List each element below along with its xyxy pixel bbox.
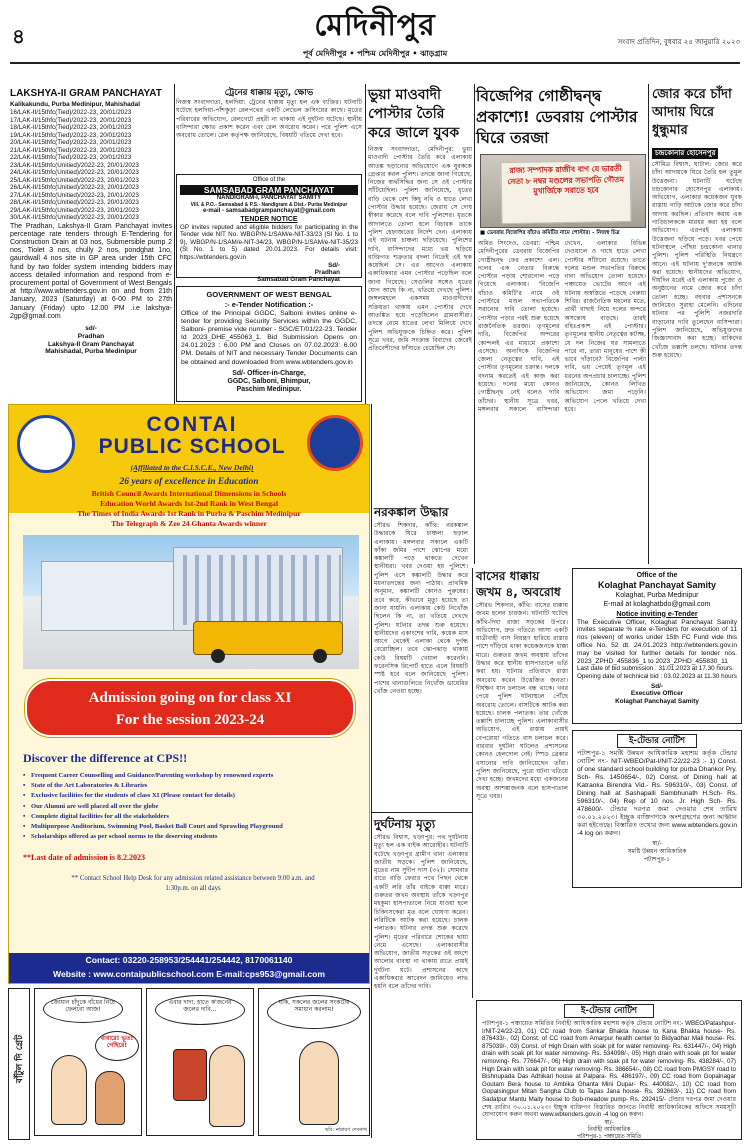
etender-ad <box>476 1000 742 1140</box>
speech-bubble: জোয়ান চাঁদুকে বাঁধের নিচে ফেলবো আজ! <box>43 995 123 1023</box>
headline: দুর্ঘটনায় মৃত্যু <box>374 817 436 831</box>
list-item: 20/LAK-II/15thfc(Tied)/2022-23, 20/01/2023 <box>10 139 132 146</box>
article-body: সৌরভ শিকদার, কাঁথি: বাসের ধাক্কায় জখম হলেন চারজন। ঘটনাটি ঘটেছে কাঁথি-দিঘা রাজ্য সড়কের উপরে। অভিযোগ, দ্রুত গতিতে আসা একটি যাত্রীবাহী বাস নিয়ন্ত্রণ হারিয়ে রাস্তার পাশে দাঁড়িয়ে থাকা কয়েকজনকে ধাক্কা মারে। গুরুতর জখম অবস্থায় তাঁদের উদ্ধার করে স্থানীয় হাসপাতালে ভর্তি করা হয়। ঘটনার প্রতিবাদে রাস্তা অবরোধ করেন উত্তেজিত জনতা। দীর্ঘক্ষণ যান চলাচল বন্ধ থাকে। খবর পেয়ে পুলিশ ঘটনাস্থলে পৌঁছে অবরোধ তোলে। বাসটিকে আটক করা হয়েছে। চালক পলাতক। তার খোঁজে তল্লাশি চালাচ্ছে পুলিশ। এলাকাবাসীর অভিযোগ, এই রাস্তায় প্রায়ই বেপরোয়া গতিতে বাস চলাচল করে। বারবার দুর্ঘটনা ঘটলেও প্রশাসনের কোনও হেলদোল নেই। স্পিড ব্রেকার বসানোর দাবি জানিয়েছেন তাঁরা। পুলিশ জানিয়েছে, পুরো ঘটনা খতিয়ে দেখা হচ্ছে। জখমদের মধ্যে একজনের অবস্থা আশঙ্কাজনক বলে হাসপাতাল সূত্রে খবর। <box>476 602 568 800</box>
list-item: 26/LAK-II/15thfc(Unitied)/2022-23, 20/01/2023 <box>10 184 139 191</box>
ad-sign: Samsabad Gram Panchayat <box>257 276 340 284</box>
poster-sheet <box>500 160 631 224</box>
admission-banner <box>25 679 355 737</box>
column-divider <box>472 568 473 998</box>
cartoon-panel <box>34 988 142 1136</box>
column-divider <box>371 404 372 1138</box>
lakshya-body: The Pradhan, Lakshya-II Gram Panchayat invites percentage rate tenders through E-Tendering for Construction Drain at 03 nos, Submersible pump 2 nos, Tiolet 3 nos, chully 2 nos, pondghat 1no, gaurdwall 4 nos site in GP area under 15th CFC fund by two folder system intending bidders may access detailed information and respond from e-procurement portal of Government of West Bengals at http://www.wbtenders.gov.in on and from 21th January, 2023 (Saturday) at 6-00 PM to 27th January (Friday) upto 12.00 PM .i.e lakshya-2gp@gmail.com <box>10 222 172 320</box>
speech-bubble: যাক, সকলের জলের সংকটের সমাধান করলাম! <box>267 995 361 1029</box>
ad-sign: Sd/- Officer-in-Charge, <box>232 369 306 377</box>
section-divider <box>372 812 472 813</box>
kolaghat-ad <box>572 568 742 724</box>
ad-sign: Sd/- <box>328 261 340 269</box>
discover-heading: Discover the difference at CPS!! <box>23 751 188 765</box>
ad-sign: পটাশপুর-১ পঞ্চায়েত সমিতি <box>576 1133 642 1140</box>
feature-list <box>23 771 363 842</box>
ad-title: SAMSABAD GRAM PANCHAYAT <box>180 185 358 195</box>
ad-sign: সমষ্টি উন্নয়ন আধিকারিক <box>627 847 687 855</box>
strip-title: বাঁটুল দি গ্রেট <box>15 1034 25 1084</box>
bus-story <box>476 568 568 998</box>
list-item: 21/LAK-II/15thfc(Tied)/2022-23, 20/01/2023 <box>10 146 132 154</box>
list-item: 29/LAK-II/15thfc(Unitied)/2022-23, 20/01/2023 <box>10 206 139 214</box>
ad-title: GOVERNMENT OF WEST BENGAL <box>206 290 332 299</box>
ad-body: পটাশপুর-১ পঞ্চায়েত সমিতির নির্বাহী আধিকারিক মহাশয় কর্তৃক টেন্ডার নোটিশ নং:- WBEO/Patashpur-I/NIT-24/22-23, 01) CC road from Sankar Bhakta house to Kana Bhakta house- Rs. 876433/-, 02) Const. of CC road from Amarpur health center to Bidyadhar Mali house- Rs. 875039/-, 03) Const. of High Drain with soak pit for water removing- Rs. 631447/-, 04) High drain with soak pit for water removing- Rs. 534098/-, 05) High drain with soak pit for water removing- Rs. 776647/-, 06) High drain with soak pit for water removing- Rs. 438284/-, 07) High Drain with soak pit for water removing- Rs. 386654/-, 08) CC road from PMGSY road to Bishnupada Das Adhikari house at Palpara- Rs. 486197/-, 09) CC road from Gopalnagar Goutam Bera house to Ambika Ghanta Mini Dupar- Rs. 440082/-, 10) CC road from Gopalsingpur Mitan Sangha Club to Tapas Jana house- Rs. 392663/-, 11) CC road from Sadatpur Mantu Maity house to Sub-meadow pump- Rs. 292415/- টেন্ডার দরপত্র জমা দেওয়ার শেষ তারিখ ৩০.০১.২০২৩। ইচ্ছুক ব্যক্তিগণ বিস্তারিত জানতে নির্বাহী আধিকারিকের অফিসে সময়সূচী যোগাযোগ করুন অথবা www.wbtenders.gov.in -4 log on করুন। <box>482 1020 736 1119</box>
list-item: 19/LAK-II/15thfc(Tied)/2022-23, 20/01/2023 <box>10 131 132 139</box>
cartoon-figure <box>51 1055 87 1125</box>
admission-text: Admission going on for class XI <box>88 690 292 706</box>
bus-wheel <box>313 649 327 663</box>
cps-years: 26 years of excellence in Education <box>119 477 259 487</box>
notice-label: ই-টেন্ডার নোটিশ <box>564 1004 654 1018</box>
list-item: ▪ Scholarships offered as per school norms to the deserving students <box>23 832 363 842</box>
lakshya-title: LAKSHYA-II GRAM PANCHAYAT <box>10 88 162 99</box>
ad-subtitle: NANDIGRAM-I, PANCHAYAT SAMITY <box>216 194 322 201</box>
ad-sign: Executive Officer <box>630 690 684 698</box>
gowb-ad <box>176 286 362 402</box>
ad-body: GP invites reputed and eligible bidders for participating in the Tender vide NIT No. WBGP/N-1/SAM/e-NIT-33/23 (Sl No. 1 to 9), WBGP/N-1/SAM/e-NIT-34/23, WBGP/N-1/SAM/e-NIT-35/23 (Sl No. 1 to 5) dated 20.01.2023. For details visit: https://wbtenders.gov.in <box>180 223 358 261</box>
building-windows <box>175 555 341 625</box>
cps-affiliation: (Affiliated to the C.I.S.C.E., New Delhi) <box>130 463 254 472</box>
cps-logo-right <box>307 415 363 471</box>
ad-date: Last date of bid submission : 31.01.2023 at 17.30 hours. <box>577 665 734 673</box>
list-item: ▪ Frequent Career Counselling and Guidance/Parenting workshop by renowned experts <box>23 771 363 781</box>
strip-title-bar <box>8 988 30 1140</box>
cps-award: The Telegraph & Zee 24 Ghanta Awards winner <box>111 519 267 528</box>
samsabad-ad <box>176 174 362 284</box>
article-body: নিজস্ব সংবাদদাতা, মেদিনীপুর: ভুয়া মাওবাদী পোস্টার তৈরি করে এলাকায় আতঙ্ক ছড়ানোর অভিযোগে এক যুবককে গ্রেপ্তার করল পুলিশ। তদন্তে জানা গিয়েছে, নিজের স্বার্থসিদ্ধির জন্য সে ওই পোস্টার সাঁটিয়েছিল। পুলিশ জানিয়েছে, ধৃতের বাড়ি থেকে বেশ কিছু নথি ও হাতে লেখা পোস্টার উদ্ধার হয়েছে। জেরায় সে দোষ স্বীকার করেছে বলে দাবি পুলিশের। ধৃতকে আদালতে তোলা হলে বিচারক তাকে পুলিশ হেফাজতের নির্দেশ দেন। এলাকায় এই ঘটনায় চাঞ্চল্য ছড়িয়েছে। পুলিশের দাবি, বাসিন্দাদের মধ্যে ভয় ছড়িয়ে ব্যক্তিগত শত্রুতার বদলা নিতেই এই ছক কষেছিল সে। এর আগেও এলাকায় একাধিকবার এমন পোস্টার পড়েছিল বলে জানা গিয়েছে। সেগুলির সঙ্গেও ধৃতের যোগ আছে কি না, খতিয়ে দেখছে পুলিশ। জঙ্গলমহলে একসময় মাওবাদীদের সক্রিয়তা থাকায় এমন পোস্টার দেখে আতঙ্কিত হয়ে পড়েছিলেন গ্রামবাসীরা। তদন্তে নেমে হাতের লেখা মিলিয়ে দেখে পুলিশ অভিযুক্তকে চিহ্নিত করে। পুলিশ সূত্রে খবর, জমি সংক্রান্ত বিবাদের জেরেই প্রতিবেশীদের ফাঁসাতে চেয়েছিল সে। <box>368 146 472 353</box>
masthead-title: মেদিনীপুর <box>314 8 436 43</box>
cps-name: CONTAI <box>146 413 238 436</box>
lakshya-sign: sd/- <box>85 324 97 332</box>
ad-sign: স্বা/- <box>652 840 662 847</box>
cartoon-strip <box>8 988 370 1140</box>
train-story <box>176 88 362 170</box>
ad-date: Opening date of technical bid : 03.02.2023 at 11.30 hours <box>577 672 737 680</box>
lakshya-notice-list <box>10 109 172 222</box>
cps-name: PUBLIC SCHOOL <box>98 435 286 458</box>
column-divider <box>174 84 175 404</box>
list-item: 27/LAK-II/15thfc(Unitied)/2022-23, 20/01/2023 <box>10 191 139 199</box>
notice-label: :- e-Tender Notification :- <box>224 300 314 309</box>
cps-logo-left <box>17 415 75 473</box>
ad-sign: GGDC, Salboni, Bhimpur, <box>227 377 311 385</box>
column-divider <box>648 84 649 564</box>
list-item: ▪ Complete digital facilities for all the stakeholders <box>23 812 363 822</box>
masthead <box>0 0 750 62</box>
cartoon-figure <box>95 1071 125 1125</box>
chanda-story <box>652 86 742 566</box>
column-divider <box>474 84 475 564</box>
ad-body: পটাশপুর-১ সমষ্টি উন্নয়ন আধিকারিক মহাশয় কর্তৃক টেন্ডার নোটিশ নং:- NIT-WBEO/Pat-I/NIT-22/22-23 :- 1) Const. of one standard school building for purba Dhankor Pry. Sch- Rs. 1450654/-, 02) Const. of Dining hall at Katranka Birendra Vid.- Rs. 596310/-, 03) Const. of Dining hall at Sashapalli Sambhunath H.Sch- Rs. 596310/-, 04) Rep of 10 nos. Jr. High Sch- Rs. 478600/- টেন্ডার দরপত্র জমা দেওয়ার শেষ তারিখ ৩০.০১.২০২৩। ইচ্ছুক ব্যক্তিগণকে অংশগ্রহণের জন্য আহ্বান করা হইতেছে। বিস্তারিত তথ্যের জন্য www.wbtenders.gov.in -4 log on করুন। <box>577 750 737 837</box>
headline: বিজেপির গোষ্ঠীদ্বন্দ্ব প্রকাশ্যে! ডেবরায় পোস্টার ঘিরে তরজা <box>476 87 638 147</box>
date-line: সংবাদ প্রতিদিন, বুধবার ২৫ জানুয়ারি ২০২৩ <box>617 38 740 46</box>
contact-line: Contact: 03220-258953/254441/254442, 8170061140 <box>85 955 293 965</box>
article-body: অমিত সিংদেও, ডেবরা: পশ্চিম মেদিনীপুরের ডেবরায় বিজেপির গোষ্ঠীদ্বন্দ্ব ফের প্রকাশ্যে এল। দলের এক নেতার বিরুদ্ধে পোস্টার পড়ায় শোরগোল পড়ে গিয়েছে এলাকায়। 'বিজেপি বাঁচাও কমিটি'র নামে ওই পোস্টারে মণ্ডল সভাপতিকে সরানোর দাবি তোলা হয়েছে। পোস্টার পড়ার পরই শুরু হয়েছে রাজনৈতিক তরজা। তৃণমূলের দাবি, বিজেপির অন্দরের কোন্দলই এর মাধ্যমে প্রকাশ্যে এসেছে। অন্যদিকে বিজেপির জেলা নেতৃত্বের দাবি, এই পোস্টার তৃণমূলের চক্রান্ত। দলকে বদনাম করতেই এই কাজ করা হয়েছে। দলের মধ্যে কোনও গোষ্ঠীদ্বন্দ্ব নেই বলেও দাবি তাঁদের। স্থানীয় সূত্রে খবর, মঙ্গলবার সকালে বাসিন্দারা দেখেন, এলাকার বিভিন্ন দেওয়ালে ও গাছে হাতে লেখা পোস্টার সাঁটানো রয়েছে। তাতে দলের মণ্ডল সভাপতির বিরুদ্ধে নানা অভিযোগ তোলা হয়েছে। পঞ্চায়েত ভোটের আগে এই ঘটনায় অস্বস্তিতে পড়েছে গেরুয়া শিবির। রাজনৈতিক মহলের মতে, প্রার্থী বাছাই নিয়ে দলের অন্দরে অসন্তোষ বাড়ছে। তারই বহিঃপ্রকাশ এই পোস্টার। তৃণমূলের স্থানীয় নেতৃত্বের কটাক্ষ, যে দল নিজের ঘর সামলাতে পারে না, তারা মানুষের পাশে কী ভাবে দাঁড়াবে? বিজেপির পাল্টা দাবি, ভয় পেয়েই তৃণমূল এই ধরনের অপপ্রচার চালাচ্ছে। পুলিশ জানিয়েছে, কোনও লিখিত অভিযোগ জমা পড়েনি। অভিযোগ পেলে খতিয়ে দেখা হবে। <box>478 240 646 413</box>
lakshya-sign: Mahishadal, Purba Medinipur <box>45 348 137 356</box>
lakshya-sign: Pradhan <box>77 332 105 340</box>
list-item: 24/LAK-II/15thfc(Unitied)/2022-23, 20/01/2023 <box>10 169 139 176</box>
column-divider <box>365 84 366 404</box>
ad-body: The Executive Officer, Kolaghat Panchayat Samity invites separate % rate e-Tenders for execution of 11 nos (eleven) of works under 15th FC Fund vide this office No. 52 dt. 24.01.2023 http://wbtenders.gov.in may be visited for further details for tender nos. 2023_ZPHD_455836_1 to 2023_ZPHD_455830_11 <box>577 618 737 665</box>
list-item: 25/LAK-II/15thfc(Unitied)/2022-23, 20/01/2023 <box>10 176 139 184</box>
office-label: Office of the <box>636 572 678 579</box>
list-item: 16/LAK-II/15thfc(Tied)/2022-23, 20/01/2023 <box>10 109 132 116</box>
cartoon-credit: ছবি: নারায়ণ দেবনাথ <box>325 1127 367 1133</box>
list-item: 23/LAK-II/15thfc(Unitied)/2022-23, 20/01/2023 <box>10 161 139 169</box>
building <box>41 561 181 631</box>
cps-award: Education World Awards 1st-2nd Rank in West Bengal <box>100 499 278 508</box>
article-body: নিজস্ব সংবাদদাতা, হলদিয়া: ট্রেনের ধাক্কায় মৃত্যু হল এক ব্যক্তির। ঘটনাটি ঘটেছে হলদিয়া-পাঁশকুড়া রেলপথের একটি লেভেল ক্রসিংয়ের কাছে। মৃতের পরিবারের অভিযোগ, রেলগেটে প্রহরী না থাকায় এই দুর্ঘটনা ঘটেছে। স্থানীয় বাসিন্দারা ক্ষোভ প্রকাশ করেন এবং রেল অবরোধ করেন। পরে পুলিশ এসে অবরোধ তোলে। রেল কর্তৃপক্ষ জানিয়েছে, বিষয়টি খতিয়ে দেখা হবে। <box>176 99 362 140</box>
ad-email: e-mail - samsabadgrampanchayat@gmail.com <box>203 207 335 214</box>
ad-sign: পটাশপুর-১ <box>643 855 671 863</box>
ad-title: Kolaghat Panchayat Samity <box>597 579 717 590</box>
lakshya-subtitle: Kalikakundu, Purba Medinipur, Mahishadal <box>10 101 140 108</box>
cps-footer <box>9 953 369 983</box>
poster-text: রাজ্য সম্পাদক রাজীব বাগ যে ভারতী নেতা ৮ নম্বর মণ্ডলের সভাপতি গৌতম মুখার্জিকে সরাতে হবে <box>507 164 625 196</box>
list-item: 17/LAK-II/15thfc(Tied)/2022-23, 20/01/2023 <box>10 116 132 124</box>
headline: বাসের ধাক্কায় জখম ৪, অবরোধ <box>476 569 561 599</box>
page-number: ৪ <box>12 24 25 48</box>
bus-wheel <box>211 649 225 663</box>
patashpur-ad <box>572 730 742 888</box>
article-body: সৌরভ বিশ্বাস, খড়্গপুর: পথ দুর্ঘটনায় মৃত্যু হল এক বাইক আরোহীর। ঘটনাটি ঘটেছে খড়্গপুর গ্রামীণ থানা এলাকার জাতীয় সড়কে। পুলিশ জানিয়েছে, মৃতের নাম সুদীপ দাস (৩২)। সোমবার রাতে বাড়ি ফেরার পথে পিছন থেকে একটি লরি তাঁর বাইকে ধাক্কা মারে। গুরুতর জখম অবস্থায় তাঁকে খড়্গপুর মহকুমা হাসপাতালে নিয়ে যাওয়া হলে চিকিৎসকেরা মৃত বলে ঘোষণা করেন। লরিটিকে আটক করা হয়েছে। চালক পলাতক। ঘটনার তদন্ত শুরু করেছে পুলিশ। মৃতের পরিবারে শোকের ছায়া নেমে এসেছে। এলাকাবাসীর অভিযোগ, জাতীয় সড়কের ওই অংশে আলোর ব্যবস্থা না থাকায় রাতে প্রায়ই দুর্ঘটনা ঘটে। প্রশাসনের কাছে একাধিকবার আবেদন জানিয়েও লাভ হয়নি বলে তাঁদের দাবি। <box>374 834 468 991</box>
cartoon-panel <box>146 988 254 1136</box>
speech-bubble: বাবারে! ভূত! গেছিরে! <box>95 1031 139 1061</box>
headline: জোর করে চাঁদা আদায় ঘিরে ধুন্ধুমার <box>652 87 732 138</box>
ad-address: Kolaghat, Purba Medinipur <box>615 591 699 599</box>
list-item: 18/LAK-II/15thfc(Tied)/2022-23, 20/01/2023 <box>10 124 132 131</box>
admission-text: For the session 2023-24 <box>115 712 265 728</box>
maoist-story <box>368 86 472 384</box>
list-item: ▪ Multipurpose Auditorium, Swimming Pool, Basket Ball Court and Sprawling Playground <box>23 822 363 832</box>
list-item: 22/LAK-II/15thfc(Tied)/2022-23, 20/01/2023 <box>10 154 132 161</box>
narakankal-story <box>374 504 468 810</box>
list-item: 30/LAK-II/15thfc(Unitied)/2022-23, 20/01/2023 <box>10 214 139 221</box>
list-item: ▪ Exclusive facilities for the students of class XI (Please contact for details) <box>23 791 363 801</box>
ad-address: Vill. & P.O.- Samsabad & P.S.- Nandigram & Dist.- Purba Medinipur <box>190 201 348 208</box>
subnav: পূর্ব মেদিনীপুর • পশ্চিম মেদিনীপুর • ঝাড়গ্রাম <box>302 49 448 58</box>
ad-sign: Kolaghat Panchayat Samity <box>615 697 699 705</box>
notice-label: Notice inviting e-Tender <box>616 608 698 618</box>
last-date: **Last date of admission is 8.2.2023 <box>23 853 146 862</box>
helpdesk: ** Contact School Help Desk for any admission related assistance between 9:00 a.m. and <box>71 875 315 882</box>
helpdesk: 1:30p.m. on all days <box>165 885 221 892</box>
list-item: ▪ Our Alumni are well placed all over the globe <box>23 802 363 812</box>
campus-photo <box>23 535 359 669</box>
section-tag: চন্দ্রকোনার হোসেনপুর <box>652 148 718 159</box>
ad-sign: Pradhan <box>314 268 340 276</box>
notice-label: ই-টেন্ডার নোটিশ <box>617 734 697 748</box>
lakshya-ad <box>10 88 172 372</box>
photo-caption: ■ ডেবরায় বিজেপির বাঁচাও কমিটির নামে পোস্টার। - নিজস্ব চিত্র <box>480 230 620 236</box>
ad-sign: স্বা/- <box>604 1119 614 1126</box>
ad-sign: Sd/- <box>650 682 664 690</box>
headline: ভুয়া মাওবাদী পোস্টার তৈরি করে জালে যুবক <box>368 87 460 141</box>
notice-label: TENDER NOTICE <box>240 215 298 223</box>
bjp-poster-photo <box>480 154 646 228</box>
cartoon-figure <box>299 1041 339 1125</box>
website-line: Website : www.contaipublicschool.com E-mail:cps953@gmail.com <box>53 969 325 979</box>
headline: ট্রেনের ধাক্কায় মৃত্যু, ক্ষোভ <box>224 88 314 98</box>
masthead-rule <box>10 62 740 64</box>
durghatana-story <box>374 816 468 1136</box>
ad-sign: নির্বাহী আধিকারিক <box>587 1126 631 1133</box>
cartoon-drum <box>173 1049 207 1101</box>
list-item: 28/LAK-II/15thfc(Unitied)/2022-23, 20/01/2023 <box>10 199 139 206</box>
ad-sign: Paschim Medinipur. <box>236 385 302 393</box>
list-item: ▪ State of the Art Laboratories & Libraries <box>23 781 363 791</box>
cps-ad <box>8 404 370 984</box>
headline: নরকঙ্কাল উদ্ধার <box>374 505 449 519</box>
speech-bubble: এবার দাদা, হাতে ক'জনের জলের দাবি... <box>155 995 245 1025</box>
cartoon-figure <box>209 1045 245 1127</box>
office-label: Office of the <box>252 177 286 183</box>
ad-body: Office of the Principal GGDC, Salboni invites online e-tender for providing Security Services within the GGDC, Salboni- premise vide number - SGC/ET/01/22-23. Tender Id 2023_DHE_455063_1. Bid Submission Opens on 24.01.2023 : 6.00 PM and Closes on 07.02.2023: 6.00 PM. Details of NIT and necessary Tender Documents can be obtained and downloaded from www.wbtenders.gov.in <box>181 310 357 366</box>
article-body: সৌরভ শিকদার, কাঁথি: নরকঙ্কাল উদ্ধারকে ঘিরে চাঞ্চল্য ছড়াল এলাকায়। মঙ্গলবার সকালে একটি ফাঁকা জমির পাশে ঝোপের মধ্যে কঙ্কালটি পড়ে থাকতে দেখেন স্থানীয়রা। খবর দেওয়া হয় পুলিশে। পুলিশ এসে কঙ্কালটি উদ্ধার করে ময়নাতদন্তের জন্য পাঠায়। প্রাথমিক অনুমান, কঙ্কালটি কোনও পুরুষের। তবে কবে, কীভাবে মৃত্যু হয়েছে তা জানা যায়নি। এলাকায় কেউ নিখোঁজ ছিলেন কি না, তা খতিয়ে দেখছে পুলিশ। ঘটনার তদন্ত শুরু হয়েছে। স্থানীয়দের একাংশের দাবি, কয়েক মাস আগে থেকেই এলাকা থেকে দুর্গন্ধ বেরোচ্ছিল। তবে ঝোপঝাড় থাকায় কেউ বিষয়টি খেয়াল করেননি। ফরেনসিক রিপোর্ট হাতে এলে বিষয়টি স্পষ্ট হবে বলে জানিয়েছে পুলিশ। পাশের থানাগুলিতে নিখোঁজ ডায়েরির খোঁজ নেওয়া হচ্ছে। <box>374 522 468 695</box>
lakshya-sign: Lakshya-II Gram Panchayat <box>47 340 135 348</box>
cartoon-panel <box>258 988 370 1136</box>
ad-email: E-mail at kolaghatbdo@gmail.com <box>603 600 711 608</box>
cps-award: British Council Awards International Dimensions in Schools <box>91 489 287 498</box>
cps-award: The Times of India Awards 1st Rank in Purba & Paschim Medinipur <box>77 509 301 518</box>
article-body: সৌমিত্র বিশ্বাস, ঘাটাল: জোর করে চাঁদা আদায়কে ঘিরে তৈরি হল তুমুল উত্তেজনা। ঘটনাটি ঘটেছে চন্দ্রকোনার হোসেনপুর এলাকায়। অভিযোগ, এলাকার কয়েকজন যুবক রাস্তায় গাড়ি আটকে জোর করে চাঁদা আদায় করছিল। প্রতিবাদ করায় এক গাড়িচালককে মারধর করা হয় বলে অভিযোগ। এরপরই এলাকায় উত্তেজনা ছড়িয়ে পড়ে। খবর পেয়ে ঘটনাস্থলে পৌঁছয় চন্দ্রকোনা থানার পুলিশ। পুলিশ পরিস্থিতি নিয়ন্ত্রণে আনে। এই ঘটনায় দু'জনকে আটক করা হয়েছে। স্থানীয়দের অভিযোগ, দীর্ঘদিন ধরেই এই এলাকায় পুজো ও অনুষ্ঠানের নামে জোর করে চাঁদা তোলা হচ্ছে। বহুবার প্রশাসনকে জানিয়েও সুরাহা মেলেনি। এদিনের ঘটনার পর পুলিশি নজরদারি বাড়ানোর দাবি তুলেছেন বাসিন্দারা। পুলিশ জানিয়েছে, অভিযুক্তদের জিজ্ঞাসাবাদ করা হচ্ছে। বাকিদের খোঁজে তল্লাশি চলছে। ঘটনার তদন্ত শুরু হয়েছে। <box>652 161 742 359</box>
